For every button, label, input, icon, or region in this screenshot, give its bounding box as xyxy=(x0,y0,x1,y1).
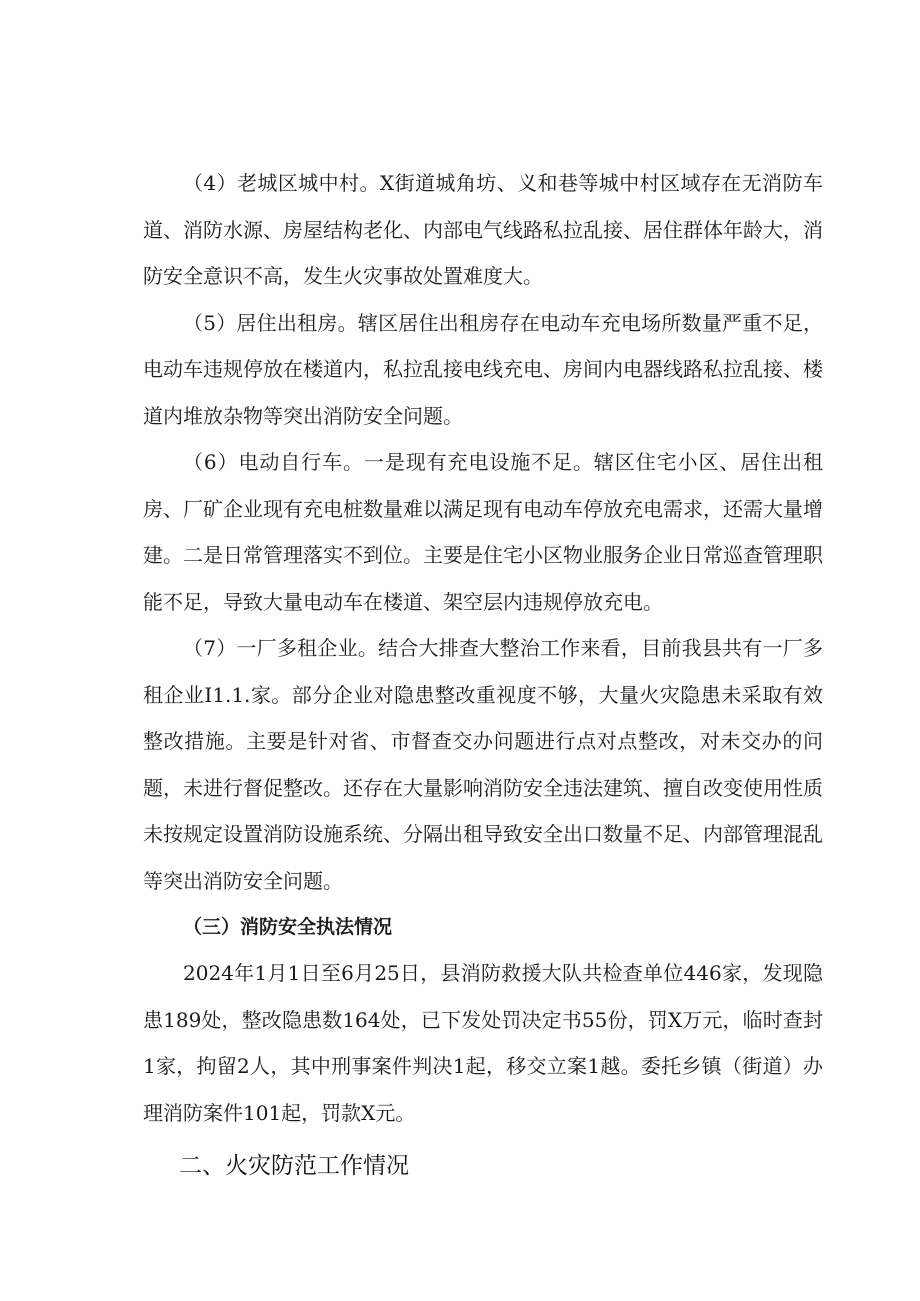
paragraph-rental-housing: （5）居住出租房。辖区居住出租房存在电动车充电场所数量严重不足，电动车违规停放在楼道内，私拉乱接电线充电、房间内电器线路私拉乱接、楼道内堆放杂物等突出消防安全问题。 xyxy=(143,310,823,428)
paragraph-multi-tenant-factories: （7）一厂多租企业。结合大排查大整治工作来看，目前我县共有一厂多租企业I1.1.家。部分企业对隐患整改重视度不够，大量火灾隐患未采取有效整改措施。主要是针对省、市督查交办问题进行点对点整改，对未交办的问题，未进行督促整改。还存在大量影响消防安全违法建筑、擅自改变使用性质未按规定设置消防设施系统、分隔出租导致安全出口数量不足、内部管理混乱等突出消防安全问题。 xyxy=(143,636,823,893)
paragraph-old-town-villages: （4）老城区城中村。X街道城角坊、义和巷等城中村区域存在无消防车道、消防水源、房屋结构老化、内部电气线路私拉乱接、居住群体年龄大，消防安全意识不高，发生火灾事故处置难度大。 xyxy=(143,171,823,288)
paragraph-law-enforcement-stats: 2024年1月1日至6月25日，县消防救援大队共检查单位446家，发现隐患189处，整改隐患数164处，已下发处罚决定书55份，罚X万元，临时查封1家，拘留2人，其中刑事案件判决1起，移交立案1越。委托乡镇（街道）办理消防案件101起，罚款X元。 xyxy=(143,961,823,1125)
subheading-fire-law-enforcement: （三）消防安全执法情况 xyxy=(183,916,393,938)
paragraph-electric-bicycles: （6）电动自行车。一是现有充电设施不足。辖区住宅小区、居住出租房、厂矿企业现有充电桩数量难以满足现有电动车停放充电需求，还需大量增建。二是日常管理落实不到位。主要是住宅小区物业服务企业日常巡查管理职能不足，导致大量电动车在楼道、架空层内违规停放充电。 xyxy=(143,450,823,614)
document-body xyxy=(143,160,823,1190)
section-heading-fire-prevention: 二、火灾防范工作情况 xyxy=(179,1153,409,1179)
